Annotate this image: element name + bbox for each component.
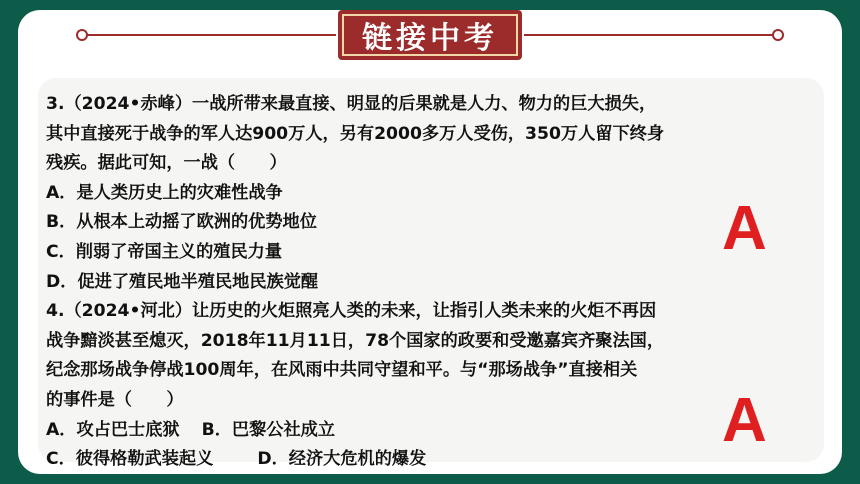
title-decoration-dot-right [772,29,784,41]
title-decoration-dot-left [76,29,88,41]
q3-option-b: B．从根本上动摇了欧洲的优势地位 [46,212,317,233]
title-decoration-line-right [524,34,772,36]
q3-answer: A [722,194,767,263]
q3-option-a: A．是人类历史上的灾难性战争 [46,182,283,203]
q4-stem-line-4: 的事件是（ ） [46,389,184,410]
q4-stem-line-3: 纪念那场战争停战100周年，在风雨中共同守望和平。与“那场战争”直接相关 [46,360,638,381]
q3-option-d: D．促进了殖民地半殖民地民族觉醒 [46,271,319,292]
q4-stem-line-1: 4.（2024•河北）让历史的火炬照亮人类的未来，让指引人类未来的火炬不再因 [46,301,657,322]
q3-option-c: C．削弱了帝国主义的殖民力量 [46,241,283,262]
q4-option-d: D．经济大危机的爆发 [257,449,427,470]
q4-option-c: C．彼得格勒武装起义 [46,449,214,470]
q3-stem-line-1: 3.（2024•赤峰）一战所带来最直接、明显的后果就是人力、物力的巨大损失， [46,94,657,114]
q4-option-a: A．攻占巴士底狱 [46,419,180,440]
q3-stem-line-3: 残疾。据此可知，一战（ ） [46,153,287,174]
question-content [46,90,806,475]
q4-answer: A [722,386,767,455]
q4-stem-line-2: 战争黯淡甚至熄灭，2018年11月11日，78个国家的政要和受邀嘉宾齐聚法国， [46,330,665,351]
q4-option-b: B．巴黎公社成立 [201,419,336,440]
title-decoration-line-left [86,34,336,36]
q4-options-row-2 [46,445,806,475]
q4-options-row-1 [46,416,806,446]
page-title: 链接中考 [342,14,518,56]
q3-stem-line-2: 其中直接死于战争的军人达900万人，另有2000多万人受伤，350万人留下终身 [46,123,665,144]
title-banner [338,10,522,60]
